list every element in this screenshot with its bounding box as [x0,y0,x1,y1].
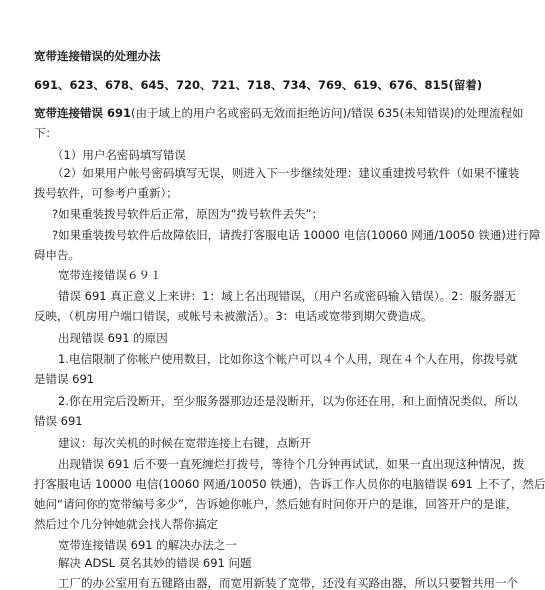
solution-heading: 宽带连接错误 691 的解决办法之一 [58,538,237,552]
err691-desc-line-2: 反映，（机房用户端口错误，或帐号未被激活）。3：电话或宽带到期欠费造成。 [34,309,433,323]
solution-subheading: 解决 ADSL 莫名其妙的错误 691 问题 [58,556,252,570]
error-codes-line: 691、623、678、645、720、721、718、734、769、619、676、815(留着) [34,78,483,92]
paragraph-3-line-2: 打客服电话 10000 电信(10060 网通/10050 铁通)，告诉工作人员你的电脑错误 691 上不了，然后 [34,477,545,491]
err691-bold-label: 宽带连接错误 691 [34,106,132,120]
paragraph-3-line-3: 她问“请问你的宽带编号多少”，告诉她你帐户，然后她有时问你开户的是谁，回答开户的是谁， [34,497,518,511]
err691-intro-text: (由于域上的用户名或密码无效而拒绝访问)/错误 635(未知错误)的处理流程如 [131,106,524,120]
paragraph-3-line-4: 然后过个几分钟她就会找人帮你搞定 [34,517,218,531]
cause-1-line-2: 是错误 691 [34,372,95,386]
err691-intro-cont: 下： [34,126,57,140]
err691-heading: 宽带连接错误６９１ [58,268,162,282]
doc-title: 宽带连接错误的处理办法 [34,49,161,63]
advice: 建议：每次关机的时候在宽带连接上右键，点断开 [58,436,311,450]
step-1: （1）用户名密码填写错误 [52,148,186,162]
paragraph-3-line-1: 出现错误 691 后不要一直死缠烂打拨号，等待个几分钟再试试，如果一直出现这种情况，拨 [58,457,525,471]
question-2-line-1: ?如果重装拨号软件后故障依旧，请拨打客服电话 10000 电信(10060 网通/10050 铁通)进行障 [52,228,541,242]
err691-intro [34,106,524,120]
last-line: 工厂的办公室用有五键路由器，而宽用新装了宽带，还没有买路由器，所以只要暂共用一个 [58,576,518,590]
cause-2-line-2: 错误 691 [34,414,83,428]
question-1: ?如果重装拨号软件后正常，原因为“拨号软件丢失”； [52,207,324,221]
cause-2-line-1: 2.你在用完后没断开，至少服务器那边还是没断开，以为你还在用，和上面情况类似，所以 [58,394,518,408]
err691-desc-line-1: 错误 691 真正意义上来讲：1：域上名出现错误，（用户名或密码输入错误）。2：服务器无 [58,289,516,303]
question-2-line-2: 碍申告。 [34,248,80,262]
cause-1-line-1: 1.电信限制了你帐户使用数目，比如你这个帐户可以４个人用，现在４个人在用，你拨号就 [58,352,518,366]
step-2-line-2: 拨号软件，可参考户重新）； [34,186,178,200]
step-2-line-1: （2）如果用户帐号密码填写无误，则进入下一步继续处理：建议重建拨号软件（如果不懂装 [52,166,520,180]
cause-heading: 出现错误 691 的原因 [58,331,168,345]
